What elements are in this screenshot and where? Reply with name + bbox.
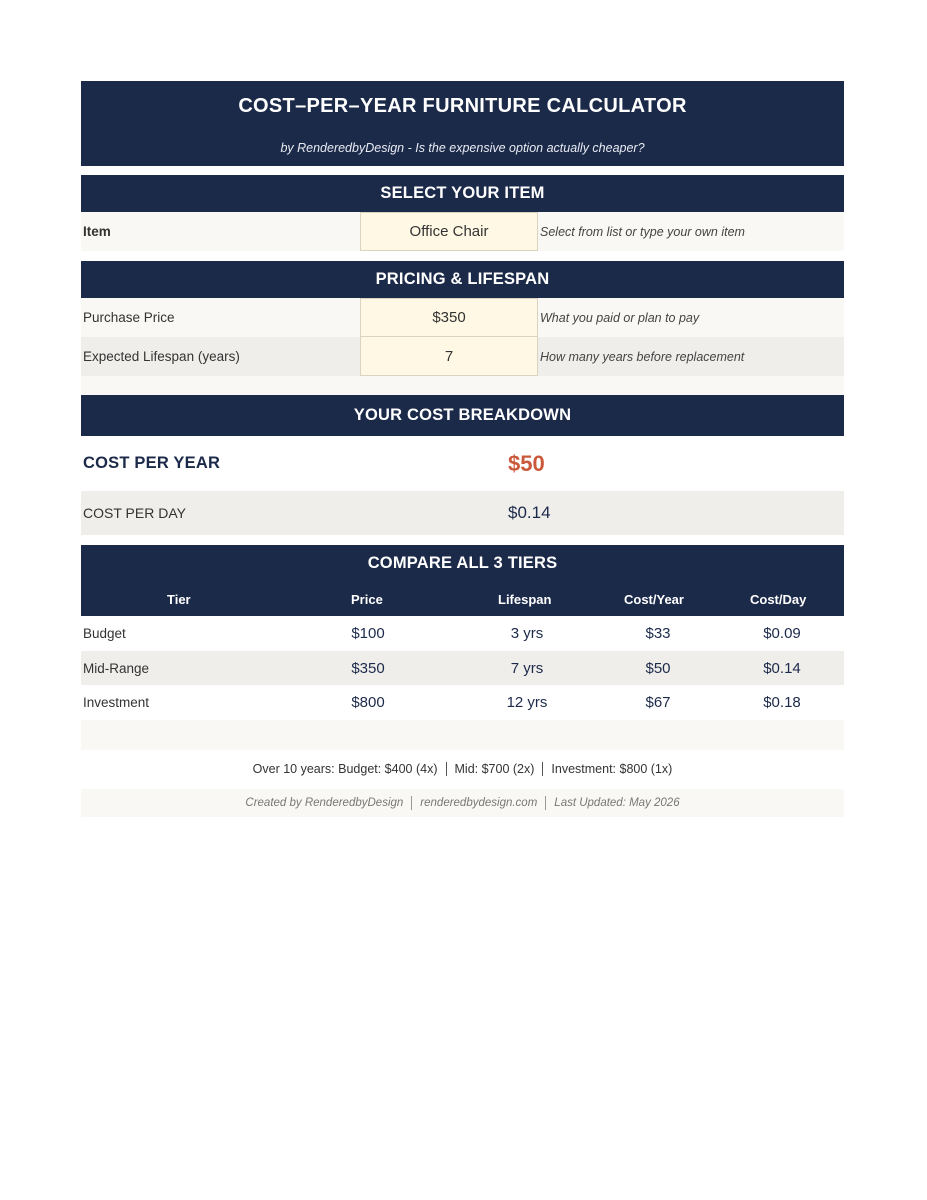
- tier-cost-year: $50: [645, 659, 671, 677]
- footer-updated: Last Updated: May 2026: [554, 797, 680, 809]
- price-hint: What you paid or plan to pay: [540, 310, 700, 325]
- cost-per-year-label: COST PER YEAR: [83, 454, 221, 472]
- item-input[interactable]: Office Chair: [360, 212, 538, 251]
- col-header-cost-day: Cost/Day: [750, 592, 807, 607]
- cost-per-year-row: [81, 436, 844, 491]
- col-header-price: Price: [351, 592, 383, 607]
- tier-cost-year: $67: [645, 694, 671, 711]
- tier-cost-day: $0.14: [763, 659, 801, 677]
- compare-header: [81, 545, 844, 616]
- col-header-lifespan: Lifespan: [498, 592, 552, 607]
- cost-per-year-value: $50: [508, 450, 545, 476]
- lifespan-input[interactable]: 7: [360, 337, 538, 376]
- tier-cost-day: $0.18: [763, 694, 801, 711]
- tier-lifespan: 3 yrs: [510, 625, 544, 642]
- footer-created: Created by RenderedbyDesign: [245, 797, 404, 809]
- select-item-heading: SELECT YOUR ITEM: [81, 175, 844, 212]
- spacer-row: [81, 376, 844, 395]
- col-header-cost-year: Cost/Year: [624, 592, 684, 607]
- tier-name: Mid-Range: [83, 660, 150, 676]
- tier-price: $100: [351, 625, 385, 642]
- tier-name: Budget: [83, 626, 126, 641]
- page-title: COST–PER–YEAR FURNITURE CALCULATOR: [238, 95, 687, 117]
- compare-heading: COMPARE ALL 3 TIERS: [367, 554, 558, 572]
- tier-price: $800: [351, 694, 385, 711]
- price-row: [81, 298, 844, 337]
- lifespan-label: Expected Lifespan (years): [83, 349, 240, 364]
- cost-per-day-value: $0.14: [508, 503, 551, 522]
- cost-per-day-label: COST PER DAY: [83, 505, 186, 521]
- tier-cost-year: $33: [645, 625, 671, 642]
- ten-year-summary: [81, 754, 844, 784]
- divider: [545, 796, 546, 810]
- item-label: Item: [83, 224, 111, 239]
- summary-budget: Over 10 years: Budget: $400 (4x): [252, 762, 438, 776]
- footer-site-link[interactable]: renderedbydesign.com: [420, 797, 538, 809]
- tier-price: $350: [351, 659, 385, 677]
- item-hint: Select from list or type your own item: [540, 224, 745, 239]
- footer: [81, 789, 844, 817]
- title-banner: [81, 81, 844, 166]
- divider: [446, 762, 447, 776]
- tier-name: Investment: [83, 695, 150, 710]
- item-row: [81, 212, 844, 251]
- tier-lifespan: 12 yrs: [506, 694, 548, 711]
- price-input[interactable]: $350: [360, 298, 538, 337]
- page-subtitle: by RenderedbyDesign - Is the expensive option actually cheaper?: [280, 141, 645, 155]
- divider: [411, 796, 412, 810]
- divider: [542, 762, 543, 776]
- cost-per-day-row: [81, 491, 844, 535]
- summary-mid: Mid: $700 (2x): [454, 762, 535, 776]
- pricing-heading: PRICING & LIFESPAN: [81, 261, 844, 298]
- lifespan-hint: How many years before replacement: [540, 349, 745, 364]
- table-row: [81, 685, 844, 720]
- table-row: [81, 651, 844, 685]
- lifespan-row: [81, 337, 844, 376]
- col-header-tier: Tier: [167, 592, 191, 607]
- tier-lifespan: 7 yrs: [510, 659, 544, 677]
- summary-investment: Investment: $800 (1x): [551, 762, 673, 776]
- tier-cost-day: $0.09: [763, 625, 801, 642]
- spacer-row: [81, 720, 844, 750]
- table-row: [81, 616, 844, 651]
- price-label: Purchase Price: [83, 310, 175, 325]
- breakdown-heading: YOUR COST BREAKDOWN: [81, 395, 844, 436]
